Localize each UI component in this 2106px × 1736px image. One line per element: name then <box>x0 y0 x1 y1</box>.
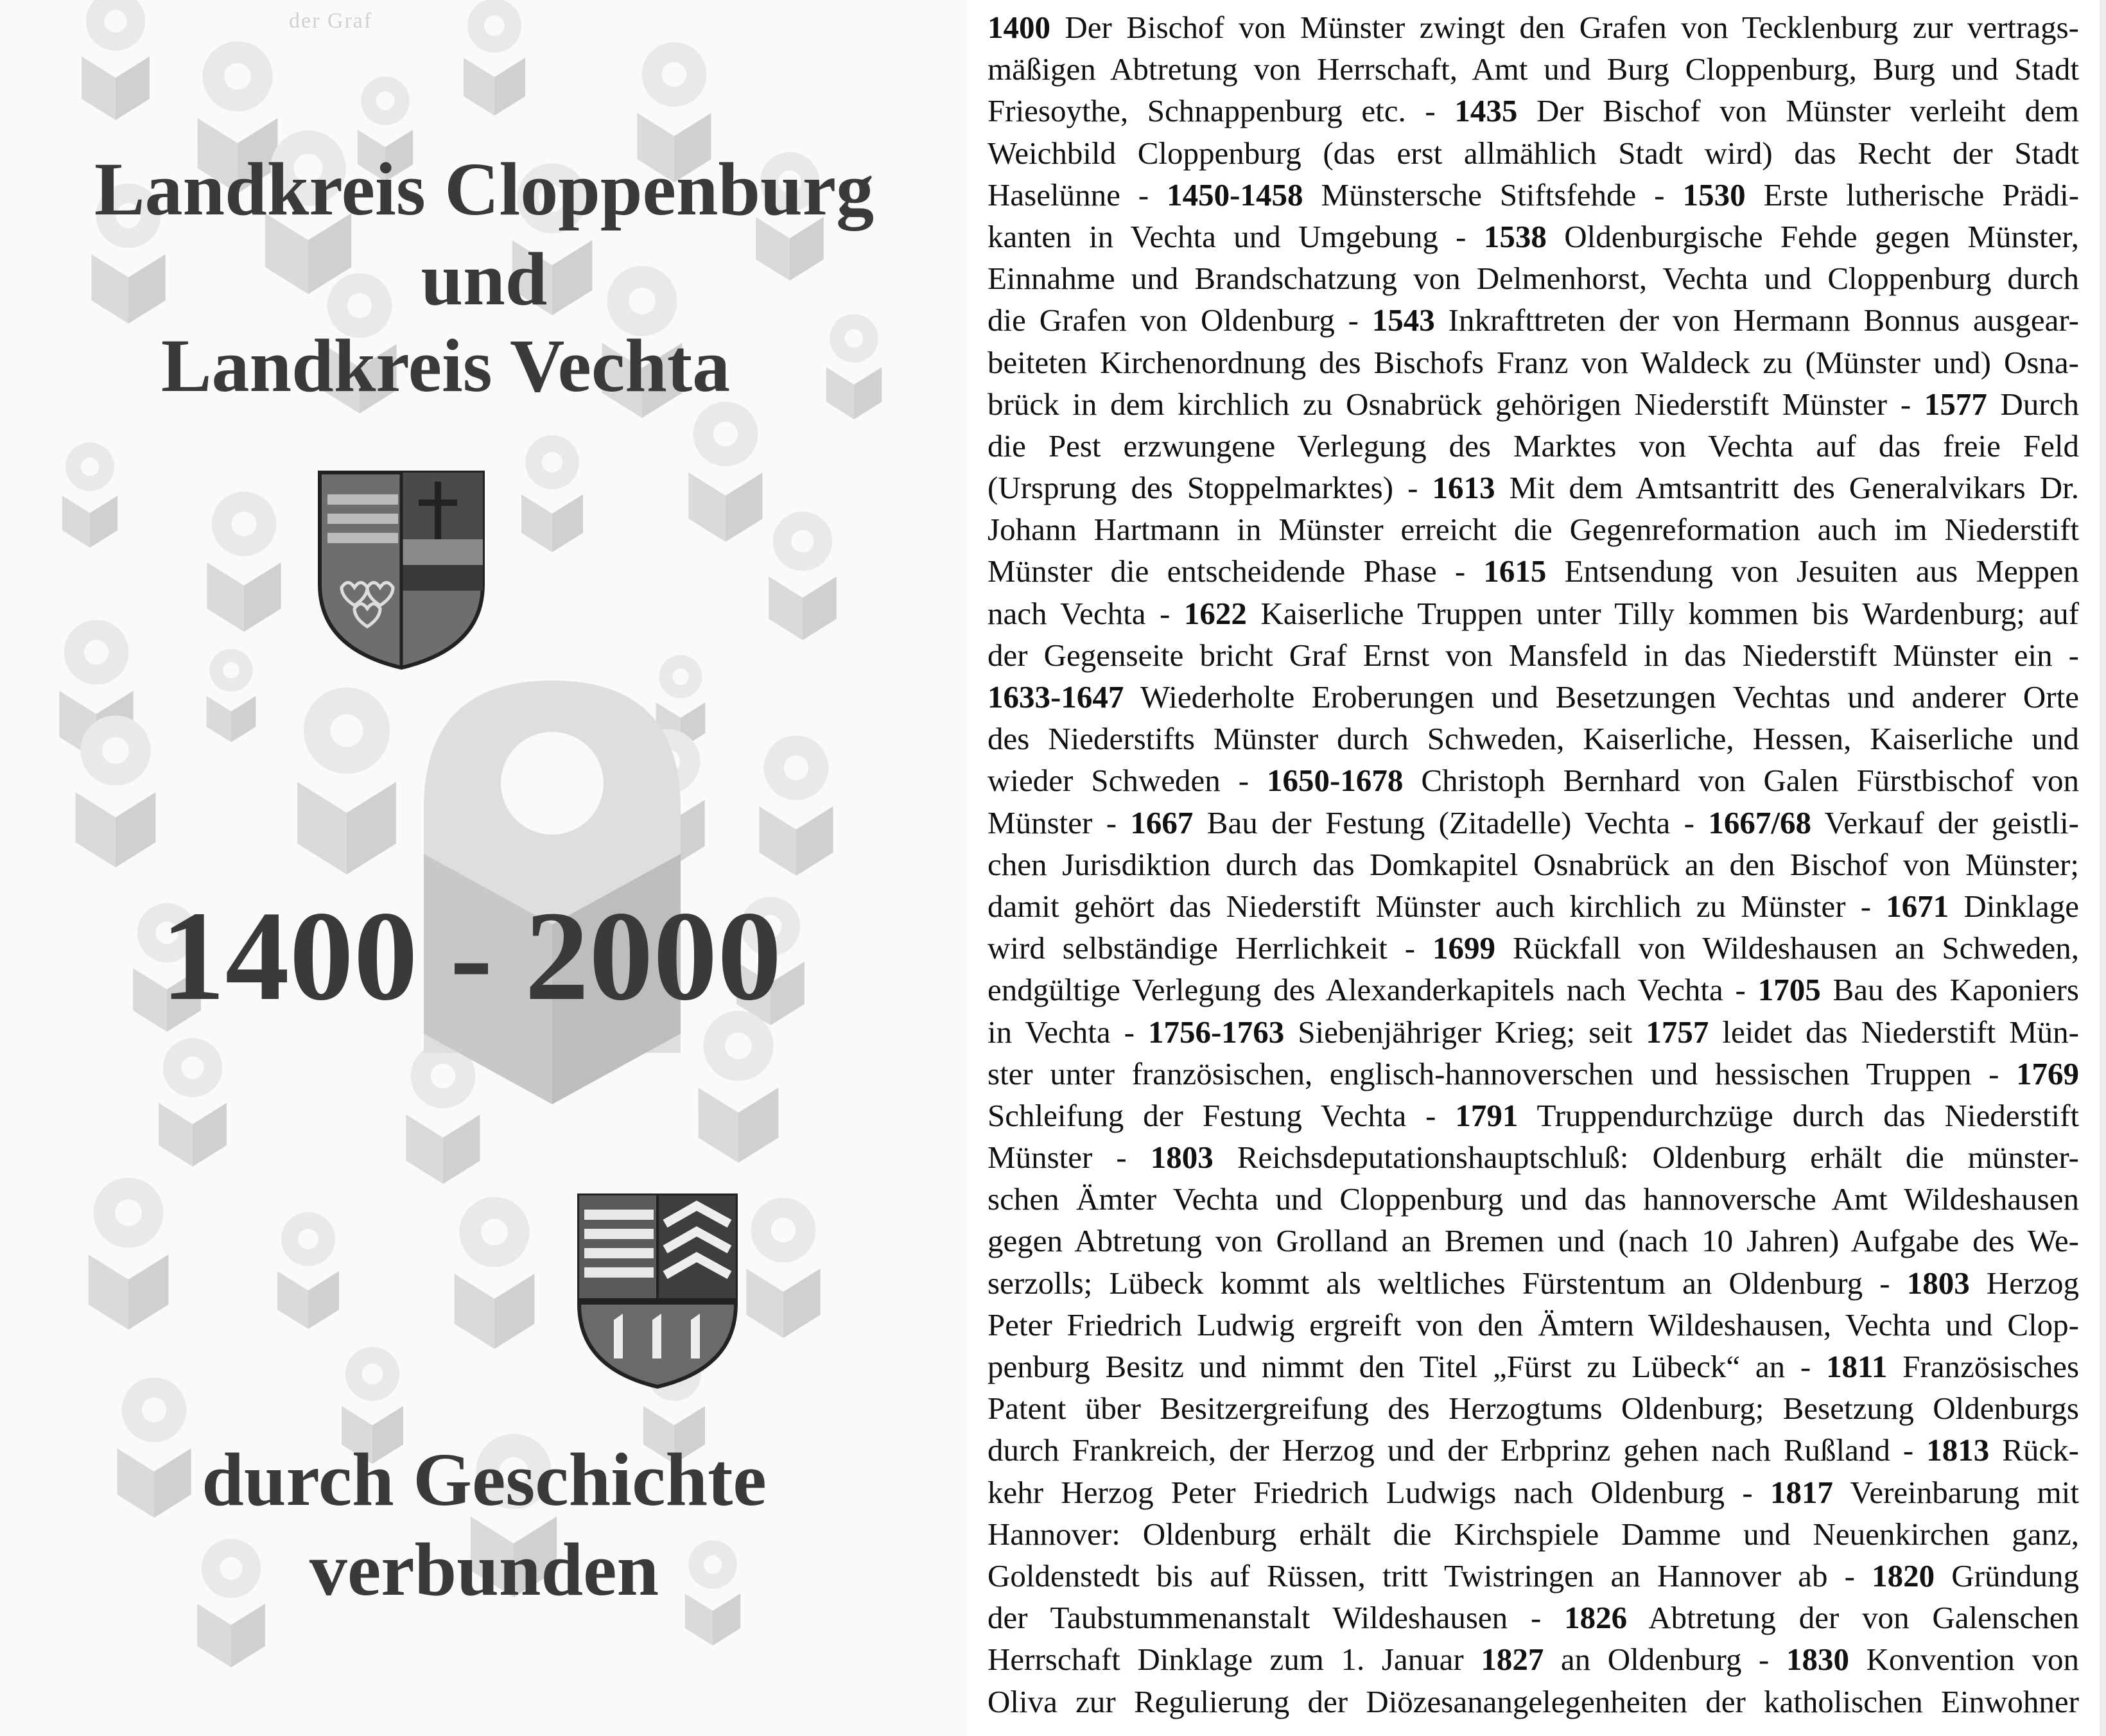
chronicle-text-segment: die Pest erzwungene Verlegung des Marktes von Vechta auf das freie Feld <box>988 428 2079 464</box>
chronicle-line <box>988 1304 2079 1346</box>
chronicle-line <box>988 1178 2079 1220</box>
chronicle-text-segment: Dinklage <box>1949 888 2079 924</box>
chronicle-text-segment: schen Ämter Vechta und Cloppenburg und das hannoversche Amt Wildeshausen <box>988 1181 2079 1217</box>
chronicle-year: 1615 <box>1483 553 1547 589</box>
chronicle-text-segment: des Niederstifts Münster durch Schweden, Kaiserliche, Hessen, Kaiserliche und <box>988 721 2079 757</box>
chronicle-text-segment: Entsendung von Jesuiten aus Meppen <box>1546 553 2079 589</box>
chronicle-text-segment: Hannover: Oldenburg erhält die Kirchspiele Damme und Neuenkirchen ganz, <box>988 1516 2079 1552</box>
chronicle-year: 1633-1647 <box>988 679 1124 715</box>
chronicle-year: 1538 <box>1483 218 1547 254</box>
chronicle-year: 1622 <box>1183 595 1247 631</box>
chronicle-text-segment: Verkauf der geistli- <box>1811 804 2079 840</box>
chronicle-text-segment: leidet das Niederstift Mün- <box>1709 1014 2079 1050</box>
chronicle-text-segment: Konvention von <box>1849 1642 2079 1678</box>
chronicle-year: 1530 <box>1682 177 1746 213</box>
chronicle-text-segment: damit gehört das Niederstift Münster auch kirchlich zu Münster - <box>988 888 1886 924</box>
chronicle-line <box>988 1220 2079 1262</box>
chronicle-text-segment: der Taubstummenanstalt Wildeshausen - <box>988 1600 1565 1636</box>
cloppenburg-coat-of-arms <box>316 469 487 672</box>
chronicle-text-segment: Reichsdeputationshauptschluß: Oldenburg erhält die münster- <box>1213 1140 2079 1176</box>
chronicle-year: 1811 <box>1826 1349 1888 1384</box>
chronicle-year: 1671 <box>1886 888 1949 924</box>
chronicle-text-segment: Inkrafttreten der von Hermann Bonnus ausgear- <box>1434 302 2079 338</box>
chronicle-text-segment: kanten in Vechta und Umgebung - <box>988 218 1484 254</box>
chronicle-text-segment: wird selbständige Herrlichkeit - <box>988 930 1432 966</box>
chronicle-line <box>988 1555 2079 1597</box>
chronicle-year: 1803 <box>1150 1140 1214 1176</box>
chronicle-line <box>988 802 2079 844</box>
chronicle-line <box>988 1597 2079 1638</box>
chronicle-line <box>988 969 2079 1011</box>
chronicle-text-segment: Johann Hartmann in Münster erreicht die Gegenreformation auch im Niederstift <box>988 512 2079 548</box>
chronicle-text-segment: Münster - <box>988 804 1131 840</box>
chronicle-text-segment: Erste lutherische Prädi- <box>1745 177 2079 213</box>
chronicle-line <box>988 508 2079 550</box>
chronicle-year: 1803 <box>1906 1265 1970 1301</box>
chronicle-text-segment: Goldenstedt bis auf Rüssen, tritt Twistringen an Hannover ab - <box>988 1558 1872 1593</box>
chronicle-text-segment: Gründung <box>1935 1558 2079 1593</box>
chronicle-line <box>988 299 2079 341</box>
chronicle-text-segment: Abtretung der von Galenschen <box>1627 1600 2079 1636</box>
chronicle-text-segment: brück in dem kirchlich zu Osnabrück gehörigen Niederstift Münster - <box>988 386 1924 422</box>
chronicle-year: 1667 <box>1130 804 1194 840</box>
chronicle-text-segment: Kaiserliche Truppen unter Tilly kommen bis Wardenburg; auf <box>1246 595 2079 631</box>
chronicle-text-segment: der Gegenseite bricht Graf Ernst von Mansfeld in das Niederstift Münster ein - <box>988 637 2079 673</box>
chronicle-text-segment: Weichbild Cloppenburg (das erst allmählich Stadt wird) das Recht der Stadt <box>988 135 2079 171</box>
chronicle-line <box>988 1387 2079 1429</box>
chronicle-year: 1791 <box>1455 1097 1519 1133</box>
chronicle-year: 1613 <box>1432 470 1495 506</box>
chronicle-line <box>988 927 2079 969</box>
chronicle-page <box>968 0 2106 1736</box>
chronicle-year: 1827 <box>1481 1642 1544 1678</box>
chronicle-text-segment: Haselünne - <box>988 177 1167 213</box>
chronicle-text-segment: Schleifung der Festung Vechta - <box>988 1097 1456 1133</box>
chronicle-line <box>988 6 2079 48</box>
chronicle-text-segment: durch Frankreich, der Herzog und der Erbprinz gehen nach Rußland - <box>988 1432 1927 1468</box>
subtitle-line-2: verbunden <box>309 1527 659 1611</box>
page-edge <box>2100 0 2106 1736</box>
chronicle-line <box>988 467 2079 508</box>
title-line-2: und <box>421 237 548 321</box>
title-line-3: Landkreis Vechta <box>161 324 731 408</box>
chronicle-year: 1756-1763 <box>1147 1014 1285 1050</box>
chronicle-line <box>988 257 2079 299</box>
chronicle-line <box>988 425 2079 467</box>
chronicle-line <box>988 1053 2079 1095</box>
chronicle-line <box>988 1011 2079 1053</box>
chronicle-year: 1650-1678 <box>1267 763 1404 799</box>
chronicle-year: 1450-1458 <box>1167 177 1303 213</box>
chronicle-text-segment: Mit dem Amtsantritt des Generalvikars Dr. <box>1495 470 2079 506</box>
chronicle-line <box>988 550 2079 592</box>
chronicle-text-segment: Bau der Festung (Zitadelle) Vechta - <box>1193 804 1709 840</box>
chronicle-text-segment: kehr Herzog Peter Friedrich Ludwigs nach Oldenburg - <box>988 1474 1770 1510</box>
chronicle-text-segment: Friesoythe, Schnappenburg etc. - <box>988 93 1455 129</box>
chronicle-text-segment: Rück- <box>1989 1432 2079 1468</box>
chronicle-year: 1667/68 <box>1708 804 1811 840</box>
chronicle-text-segment: endgültige Verlegung des Alexanderkapitels nach Vechta - <box>988 972 1758 1008</box>
chronicle-year: 1830 <box>1786 1642 1849 1678</box>
chronicle-text-segment: Patent über Besitzergreifung des Herzogtums Oldenburg; Besetzung Oldenburgs <box>988 1391 2079 1427</box>
chronicle-text-segment: Vereinbarung mit <box>1832 1474 2079 1510</box>
chronicle-text-segment: nach Vechta - <box>988 595 1184 631</box>
chronicle-text-segment: penburg Besitz und nimmt den Titel „Fürst zu Lübeck“ an - <box>988 1349 1827 1384</box>
chronicle-text-segment: mäßigen Abtretung von Herrschaft, Amt und Burg Cloppenburg, Burg und Stadt <box>988 51 2079 87</box>
chronicle-line <box>988 1262 2079 1304</box>
chronicle-year: 1400 <box>988 10 1050 45</box>
chronicle-line <box>988 1136 2079 1178</box>
chronicle-line <box>988 634 2079 676</box>
chronicle-year: 1817 <box>1770 1474 1833 1510</box>
chronicle-line <box>988 593 2079 634</box>
chronicle-year: 1435 <box>1454 93 1518 129</box>
chronicle-line <box>988 48 2079 90</box>
chronicle-line <box>988 1429 2079 1471</box>
chronicle-line <box>988 759 2079 801</box>
chronicle-text-segment: Herzog <box>1969 1265 2079 1301</box>
chronicle-line <box>988 844 2079 885</box>
chronicle-text-segment: Bau des Kaponiers <box>1820 972 2079 1008</box>
chronicle-text-segment: chen Jurisdiktion durch das Domkapitel Osnabrück an den Bischof von Münster; <box>988 846 2079 882</box>
chronicle-text-segment: Wiederholte Eroberungen und Besetzungen Vechtas und anderer Orte <box>1124 679 2079 715</box>
chronicle-line <box>988 885 2079 927</box>
chronicle-text-segment: Oldenburgische Fehde gegen Münster, <box>1546 218 2079 254</box>
chronicle-year: 1813 <box>1926 1432 1990 1468</box>
chronicle-text-segment: Christoph Bernhard von Galen Fürstbischof von <box>1403 763 2079 799</box>
chronicle-year: 1699 <box>1432 930 1495 966</box>
chronicle-text-segment: Rückfall von Wildeshausen an Schweden, <box>1495 930 2079 966</box>
chronicle-year: 1577 <box>1924 386 1987 422</box>
chronicle-text-segment: gegen Abtretung von Grolland an Bremen und (nach 10 Jahren) Aufgabe des We- <box>988 1223 2079 1259</box>
chronicle-text-segment: Französisches <box>1887 1349 2079 1384</box>
chronicle-text-segment: an Oldenburg - <box>1544 1642 1786 1678</box>
chronicle-year: 1543 <box>1371 302 1435 338</box>
chronicle-line <box>988 1681 2079 1723</box>
chronicle-text-segment: ster unter französischen, englisch-hannoverschen und hessischen Truppen - <box>988 1055 2016 1091</box>
chronicle-text-segment: Einnahme und Brandschatzung von Delmenhorst, Vechta und Cloppenburg durch <box>988 261 2079 297</box>
chronicle-year: 1826 <box>1564 1600 1628 1636</box>
chronicle-line <box>988 718 2079 759</box>
chronicle-text-segment: Münster die entscheidende Phase - <box>988 553 1484 589</box>
chronicle-text-segment: Münstersche Stiftsfehde - <box>1303 177 1683 213</box>
chronicle-line <box>988 1638 2079 1680</box>
chronicle-year: 1757 <box>1646 1014 1709 1050</box>
cover-page <box>0 0 968 1736</box>
chronicle-line <box>988 676 2079 718</box>
chronicle-line <box>988 216 2079 257</box>
chronicle-text-segment: (Ursprung des Stoppelmarktes) - <box>988 470 1432 506</box>
chronicle-text-segment: Der Bischof von Münster verleiht dem <box>1517 93 2079 129</box>
chronicle-text-segment: die Grafen von Oldenburg - <box>988 302 1372 338</box>
chronicle-line <box>988 90 2079 132</box>
years-range: 1400 - 2000 <box>161 885 782 1027</box>
chronicle-text-segment: beiteten Kirchenordnung des Bischofs Franz von Waldeck zu (Münster und) Osna- <box>988 344 2079 380</box>
chronicle-line <box>988 1513 2079 1555</box>
chronicle-year: 1820 <box>1872 1558 1935 1593</box>
chronicle-year: 1769 <box>2016 1055 2079 1091</box>
chronicle-year: 1705 <box>1757 972 1821 1008</box>
chronicle-text-segment: serzolls; Lübeck kommt als weltliches Fürstentum an Oldenburg - <box>988 1265 1907 1301</box>
chronicle-text-segment: Truppendurchzüge durch das Niederstift <box>1518 1097 2079 1133</box>
chronicle-text-segment: in Vechta - <box>988 1014 1148 1050</box>
title-line-1: Landkreis Cloppenburg <box>94 147 875 231</box>
chronicle-text-segment: Siebenjähriger Krieg; seit <box>1284 1014 1646 1050</box>
chronicle-line <box>988 174 2079 216</box>
chronicle-text-segment: Münster - <box>988 1140 1151 1176</box>
subtitle-line-1: durch Geschichte <box>202 1437 767 1522</box>
chronicle-line <box>988 1346 2079 1387</box>
chronicle-text-segment: Herrschaft Dinklage zum 1. Januar <box>988 1642 1481 1678</box>
chronicle-text-segment: wieder Schweden - <box>988 763 1267 799</box>
chronicle-line <box>988 1095 2079 1136</box>
chronicle-line <box>988 383 2079 425</box>
chronicle-text <box>988 6 2079 1723</box>
chronicle-text-segment: Oliva zur Regulierung der Diözesanangelegenheiten der katholischen Einwohner <box>988 1683 2079 1719</box>
vechta-coat-of-arms <box>575 1192 740 1391</box>
ghost-header: der Graf <box>289 9 373 33</box>
chronicle-line <box>988 342 2079 383</box>
chronicle-text-segment: Der Bischof von Münster zwingt den Grafen von Tecklenburg zur vertrags- <box>1050 10 2079 45</box>
chronicle-text-segment: Peter Friedrich Ludwig ergreift von den Ämtern Wildeshausen, Vechta und Clop- <box>988 1306 2079 1342</box>
chronicle-line <box>988 1471 2079 1513</box>
chronicle-text-segment: Durch <box>1987 386 2079 422</box>
chronicle-line <box>988 132 2079 174</box>
